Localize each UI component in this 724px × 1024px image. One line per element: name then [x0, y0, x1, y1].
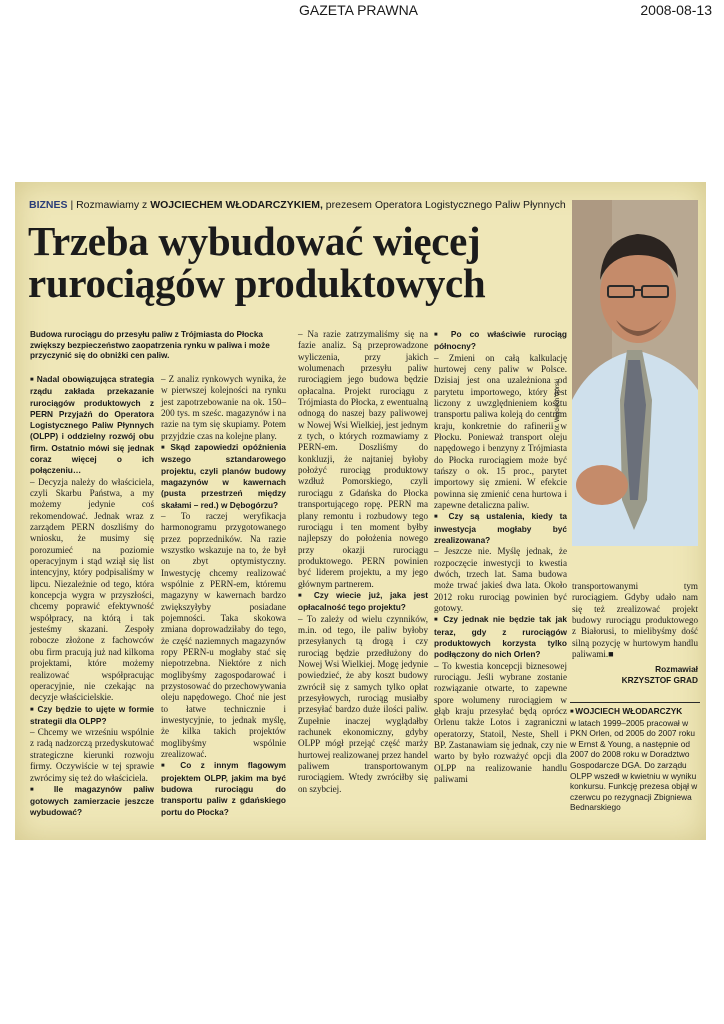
kicker-interviewee: WOJCIECHEM WŁODARCZYKIEM,	[150, 199, 323, 211]
article-headline	[28, 220, 568, 304]
signature-name: KRZYSZTOF GRAD	[621, 675, 698, 686]
interview-question: ■ Czy są ustalenia, kiedy ta inwestycja mogłaby być zrealizowana?	[434, 511, 567, 546]
kicker-intro: Rozmawiamy z	[76, 199, 148, 211]
bio-box	[570, 702, 700, 813]
article-column-4	[434, 329, 567, 785]
interview-question: ■ Czy jednak nie będzie tak jak teraz, gdy z rurociągów produktowych korzysta tylko podłączony do nich Orlen?	[434, 614, 567, 660]
interviewee-photo	[572, 200, 698, 546]
headline-line-2: rurociągów produktowych	[28, 260, 486, 306]
headline-line-1: Trzeba wybudować więcej	[28, 218, 481, 264]
interview-answer: – Na razie zatrzymaliśmy się na fazie analiz. Są przeprowadzone wyliczenia, przy jakich wolumenach przesyłu paliw rurociągiem jego budowa będzie opłacalna. Projekt rurociągu z Trójmiasta do Płocka, z ewentualną odnogą do naszej bazy paliwowej w Nowej Wsi Wielkiej, jest jednym z tych, o których rozmawiamy z PERN-em. Doszliśmy do konkluzji, że najtaniej byłoby położyć rurociąg produktowy wzdłuż Pomorskiego, czyli rurociągu z Gdańska do Płocka transportującego ropę. PERN ma plany remontu i rozbudowy tego rurociągu i ten moment byłby najlepszy do położenia nowego przy okazji rurociągu produktowego. PERN powinien być liderem projektu, a my jego głównym partnerem.	[298, 329, 428, 589]
publication-date: 2008-08-13	[640, 2, 712, 18]
article-column-5	[572, 581, 698, 686]
interview-answer: – Decyzja należy do właściciela, czyli Skarbu Państwa, a my możemy jedynie coś rekomendować. Jednak wraz z zarządem PERN doszliśmy do wniosku, że musimy się porozumieć na poziomie operacyjnym i stąd wziął się list intencyjny, który podpisaliśmy w lipcu. Niezależnie od tego, która koncepcja wygra w przyszłości, chcemy poprawić efektywność współpracy, na którą i tak jesteśmy skazani. Zespoły robocze złożone z fachowców obu firm pracują już nad kilkoma projektami, które możemy realizować współpracując operacyjnie, nie czekając na decyzje właścicielskie.	[30, 476, 154, 703]
kicker-separator: |	[70, 199, 74, 211]
article-column-1	[30, 374, 154, 819]
interview-question: ■ Skąd zapowiedzi opóźnienia wszego sztandarowego projektu, czyli planów budowy magazynów w kawernach (pusta przestrzeń między skałami – red.) w Dębogórzu?	[161, 442, 286, 511]
signature-label: Rozmawiał	[655, 664, 698, 675]
section-label: BIZNES	[29, 199, 68, 211]
interview-question: ■ Czy będzie to ujęte w formie strategii dla OLPP?	[30, 704, 154, 728]
interview-answer: – Z analiz rynkowych wynika, że w pierwszej kolejności na rynku jest zapotrzebowanie na ok. 150–200 tys. m sześc. magazynów i na razie na tym się skupiamy. Potem przyjdzie czas na kolejne plany.	[161, 374, 286, 441]
interview-answer: – Chcemy we wrześniu wspólnie z radą nadzorczą przedyskutować strategiczne kierunki rozwoju firmy. Oczywiście w tej sprawie zwrócimy się też do właściciela.	[30, 727, 154, 783]
interview-answer: – To zależy od wielu czynników, m.in. od tego, ile paliw byłoby przesyłanych tą drogą i czy rurociąg będzie przedłużony do Nowej Wsi Wielkiej. Mogę jedynie powiedzieć, że aby koszt budowy zwrócił się z samych tylko opłat przesyłowych, rurociąg musiałby przesyłać bardzo duże ilości paliw. Zupełnie inaczej wyglądałby rachunek ekonomiczny, gdyby OLPP mógł przejąć część marży hurtowej realizowanej przez handel paliwem transportowanym rurociągiem. Wtedy zwróciłby się on szybciej.	[298, 613, 428, 794]
portrait-illustration	[572, 200, 698, 546]
article-column-3	[298, 329, 428, 795]
bio-text: w latach 1999–2005 pracował w PKN Orlen, od 2005 do 2007 roku w Ernst & Young, a następnie od 2007 do 2008 roku w Doradztwo Gospodarcze DGA. Do zarządu OLPP wszedł w kwietniu w wyniku konkursu. Funkcję prezesa objął w czerwcu po rezygnacji Zbigniewa Bednarskiego	[570, 717, 698, 813]
interview-question: ■ Czy wiecie już, jaka jest opłacalność tego projektu?	[298, 590, 428, 614]
interview-answer: – Jeszcze nie. Myślę jednak, że rozpoczęcie inwestycji to kwestia dwóch, trzech lat. Sama budowa może trwać jakieś dwa lata. Około 2012 roku rurociąg powinien być gotowy.	[434, 546, 567, 614]
interview-question: ■ Ile magazynów paliw gotowych zamierzacie jeszcze wybudować?	[30, 784, 154, 819]
interview-answer: – Zmieni on całą kalkulację hurtowej ceny paliw w Polsce. Dzisiaj jest ona uzależniona od parytetu importowego, który jest liczony z uwzględnieniem kosztu transportu paliwa koleją do centrum kraju, konkretnie do rafinerii w Płocku. Ponieważ transport oleju napędowego i benzyny z Trójmiasta do Płocka rurociągiem może być tańszy o ok. 15 proc., parytet importowy się zmieni. W efekcie powinna się zmienić cena hurtowa i zapewne detaliczna paliw.	[434, 352, 567, 511]
kicker-role: prezesem Operatora Logistycznego Paliw Płynnych	[325, 199, 566, 211]
end-mark: ■	[608, 649, 614, 660]
article-kicker	[29, 199, 566, 211]
interview-question: ■ Co z innym flagowym projektem OLPP, jakim ma być budowa rurociągu do transportu paliw z gdańskiego portu do Płocka?	[161, 760, 286, 817]
article-column-2	[161, 374, 286, 818]
publication-name: GAZETA PRAWNA	[299, 2, 419, 18]
interview-answer: – To raczej weryfikacja harmonogramu przygotowanego przez poprzedników. Na razie wszystko wskazuje na to, że był on zbyt optymistyczny. Inwestycję chcemy realizować wspólnie z PERN-em, któremu magazyny w kawernach bardzo zwiększyłyby posiadane pojemności. Taka skokowa zmiana doprowadziłaby do tego, że część naziemnych magazynów ropy PERN-u mogłaby stać się niepotrzebna. Niektóre z nich moglibyśmy zagospodarować i przystosować do przechowywania oleju napędowego. Choć nie jest to łatwe technicznie i inwestycyjnie, to jednak myślę, że kilka takich projektów moglibyśmy wspólnie zrealizować.	[161, 510, 286, 760]
photo-credit: fot. Wojciech Górski	[555, 378, 561, 432]
bio-name: ■ WOJCIECH WŁODARCZYK	[570, 706, 700, 718]
interview-answer: – To kwestia koncepcji biznesowej rurociągu. Jeśli wybrane zostanie rozwiązanie otwarte, to zapewne spore wolumeny rurociągiem w głąb kraju przesyłać będą oprócz Orlenu także Lotos i zagraniczni operatorzy, Statoil, Neste, Shell i BP. Zastanawiam się jednak, czy nie warto by było rozważyć opcji dla OLPP na realizowanie handlu paliwami	[434, 660, 567, 784]
interview-question: ■ Po co właściwie rurociąg północny?	[434, 329, 567, 353]
signature	[572, 664, 698, 686]
closing-paragraph: transportowanymi tym rurociągiem. Gdyby udało nam się też zrealizować projekt budowy rurociągu produktowego z Białorusi, to mielibyśmy dość silną pozycję w hurtowym handlu paliwami.■	[572, 581, 698, 660]
interview-question: ■ Nadal obowiązująca strategia rządu zakłada przekazanie rurociągów produktowych z PERN Przyjaźń do Operatora Logistycznego Paliw Płynnych (OLPP) i oddzielny rozwój obu firm. Ostatnio mówi się jednak coraz więcej o ich połączeniu…	[30, 374, 154, 477]
article-lead: Budowa rurociągu do przesyłu paliw z Trójmiasta do Płocka zwiększy bezpieczeństwo zaopatrzenia rynku w paliwa i może przyczynić się do obniżki cen paliw.	[30, 330, 270, 360]
newspaper-clipping	[15, 182, 706, 840]
